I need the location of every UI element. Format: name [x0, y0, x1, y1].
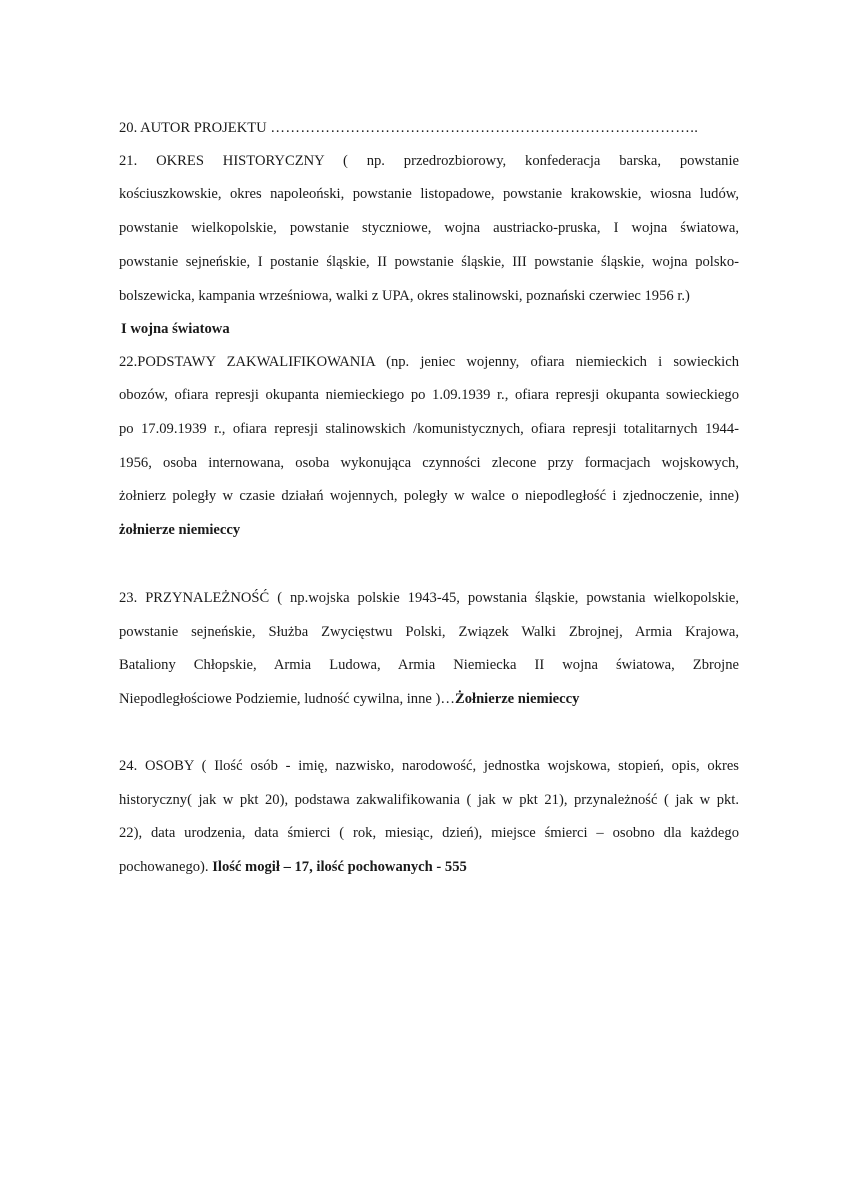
section-22-line-5: żołnierz poległy w czasie działań wojennych, poległy w walce o niepodległość i zjednoczenie, inne) — [119, 488, 739, 504]
section-24-line-1: 24. OSOBY ( Ilość osób - imię, nazwisko, narodowość, jednostka wojskowa, stopień, opis, okres — [119, 758, 739, 774]
section-20-dots: ………………………………………………………………………….. — [270, 120, 699, 136]
section-21-line-4: powstanie sejneńskie, I postanie śląskie, II powstanie śląskie, III powstanie śląskie, wojna polsko- — [119, 254, 739, 270]
section-22-line-1: 22.PODSTAWY ZAKWALIFIKOWANIA (np. jeniec wojenny, ofiara niemieckich i sowieckich — [119, 354, 739, 370]
section-20 — [119, 119, 739, 137]
section-24-line-4 — [119, 858, 739, 876]
section-21-line-3: powstanie wielkopolskie, powstanie styczniowe, wojna austriacko-pruska, I wojna światowa, — [119, 220, 739, 236]
section-23-line-2: powstanie sejneńskie, Służba Zwycięstwu Polski, Związek Walki Zbrojnej, Armia Krajowa, — [119, 624, 739, 640]
section-23-line-1: 23. PRZYNALEŻNOŚĆ ( np.wojska polskie 1943-45, powstania śląskie, powstania wielkopolskie, — [119, 590, 739, 606]
section-24-last-line-text: pochowanego). — [119, 859, 213, 875]
section-21-line-5: bolszewicka, kampania wrześniowa, walki z UPA, okres stalinowski, poznański czerwiec 1956 r.) — [119, 288, 690, 304]
section-22-answer: żołnierze niemieccy — [119, 522, 241, 538]
section-21-line-1: 21. OKRES HISTORYCZNY ( np. przedrozbiorowy, konfederacja barska, powstanie — [119, 153, 739, 169]
section-22-line-4: 1956, osoba internowana, osoba wykonująca czynności zlecone przy formacjach wojskowych, — [119, 455, 739, 471]
section-22-line-2: obozów, ofiara represji okupanta niemieckiego po 1.09.1939 r., ofiara represji okupanta sowieckiego — [119, 387, 739, 403]
section-23-line-3: Bataliony Chłopskie, Armia Ludowa, Armia Niemiecka II wojna światowa, Zbrojne — [119, 657, 739, 673]
section-23-answer: Żołnierze niemieccy — [454, 691, 580, 707]
section-24-line-3: 22), data urodzenia, data śmierci ( rok, miesiąc, dzień), miejsce śmierci – osobno dla każdego — [119, 825, 739, 841]
section-23-last-line-text: Niepodległościowe Podziemie, ludność cywilna, inne )… — [119, 691, 455, 707]
section-20-label: 20. AUTOR PROJEKTU — [119, 120, 267, 136]
section-21-line-2: kościuszkowskie, okres napoleoński, powstanie listopadowe, powstanie krakowskie, wiosna ludów, — [119, 186, 739, 202]
section-24-line-2: historyczny( jak w pkt 20), podstawa zakwalifikowania ( jak w pkt 21), przynależność ( jak w pkt. — [119, 792, 739, 808]
section-24-answer: Ilość mogił – 17, ilość pochowanych - 555 — [212, 859, 467, 875]
section-21-answer: I wojna światowa — [121, 321, 230, 337]
section-22-line-3: po 17.09.1939 r., ofiara represji stalinowskich /komunistycznych, ofiara represji totalitarnych 1944- — [119, 421, 739, 437]
section-23-line-4 — [119, 690, 739, 708]
